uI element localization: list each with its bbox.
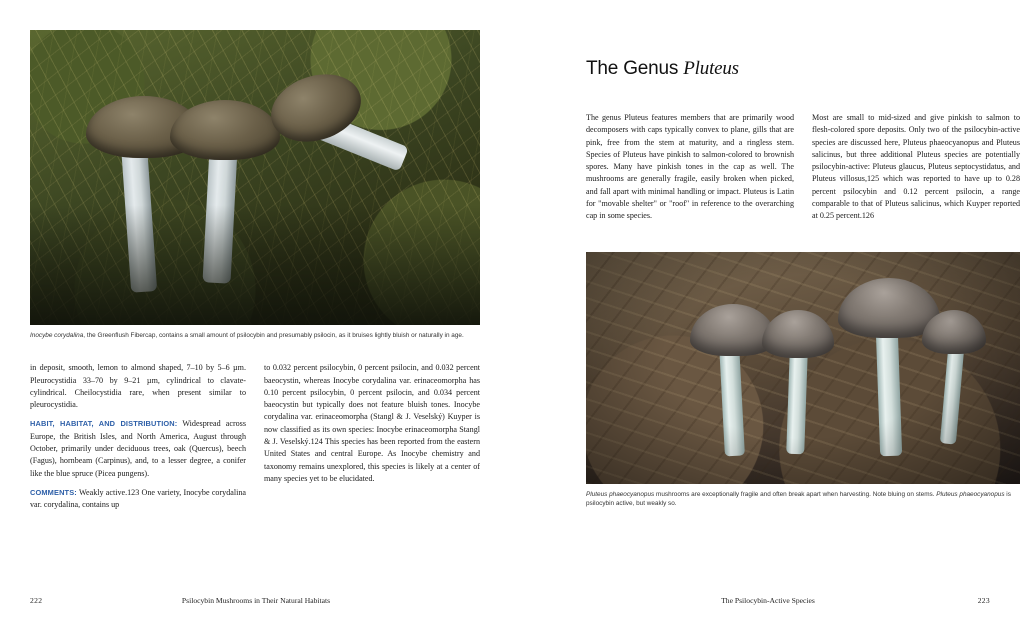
pluteus-phaeocyanopus-photo (586, 252, 1020, 484)
left-folio: 222 (30, 596, 43, 605)
right-page (512, 0, 1024, 625)
photo-shadow-gradient (30, 205, 480, 325)
right-body-columns (586, 112, 1020, 230)
paragraph-habitat (30, 418, 246, 479)
caption-species-name-1: Pluteus phaeocyanopus (586, 490, 655, 498)
habitat-run-in-label: HABIT, HABITAT, AND DISTRIBUTION: (30, 419, 178, 429)
right-folio: 223 (977, 596, 990, 605)
left-figure-caption (30, 331, 480, 340)
caption-text-mid: mushrooms are exceptionally fragile and often break apart when harvesting. Note bluing on stems. (654, 490, 937, 498)
right-column-1 (586, 112, 794, 230)
photo-vignette (586, 252, 1020, 484)
paragraph-species-overview: Most are small to mid-sized and give pinkish to salmon to flesh-colored spore deposits. Only two of the psilocybin-active species are discussed here, Pluteus phaeocyanopus and Pluteus salicinus, but three additional Pluteus species are potentially psilocybin-active: Pluteus glaucus, Pluteus septocystidatus, and Pluteus villosus,125 which was reported to have up to 0.28 percent psilocybin and 0.12 percent psilocin, a range comparable to that of Pluteus salicinus, which Kuyper reported at 0.25 percent.126 (812, 113, 1020, 221)
paragraph-chemistry: to 0.032 percent psilocybin, 0 percent psilocin, and 0.032 percent baeocystin, whereas Inocybe corydalina var. erinaceomorpha has 0.10 percent psilocybin, 0 percent psilocin, and 0.034 percent baeocystin but typically does not feature bluish tones. Inocybe corydalina var. erinaceomorpha (Stangl & J. Veselský) Kuyper is now classified as its own species: Inocybe erinaceomorpha Stangl & J. Veselský.124 This species has been reported from the eastern United States and central Europe. As Inocybe chemistry and taxonomy remains unexplored, this species is likely at a center of many species yet to be elucidated. (264, 363, 480, 483)
paragraph-genus-description: The genus Pluteus features members that are primarily wood decomposers with caps typically convex to plane, gills that are pink, free from the stem at maturity, and a ringless stem. Species of Pluteus have pinkish to salmon-colored to brownish spores. Many have pinkish tones in the cap as well. The mushrooms are generally fragile, easily broken when picked, and fall apart with minimal handling or impact. Pluteus is Latin for "movable shelter" or "roof" in reference to the overarching cap in some species. (586, 113, 794, 221)
caption-species-name: Inocybe corydalina (30, 332, 84, 339)
left-running-head: Psilocybin Mushrooms in Their Natural Habitats (181, 596, 331, 605)
caption-text: , the Greenflush Fibercap, contains a small amount of psilocybin and presumably psilocin, as it bruises lightly bluish or naturally in age. (83, 332, 464, 339)
left-body-columns (30, 362, 480, 518)
left-column-2 (264, 362, 480, 518)
paragraph-comments (30, 487, 246, 512)
right-figure-caption (586, 490, 1020, 509)
comments-text: Weakly active.123 One variety, Inocybe corydalina var. corydalina, contains up (30, 487, 246, 510)
page-title (586, 58, 990, 80)
habitat-text: Widespread across Europe, the British Isles, and North America, August through October, primarily under deciduous trees, oak (Quercus), beech (Fagus), hornbeam (Carpinus), and, to a lesser degree, a conifer like the blue spruce (Picea pungens). (30, 419, 246, 478)
paragraph-spores: in deposit, smooth, lemon to almond shaped, 7–10 by 5–6 µm. Pleurocystidia 33–70 by 9–21 µm, cylindrical to clavate-cylindrical. Cheilocystidia rare, when present similar to pleurocystidia. (30, 363, 246, 410)
inocybe-corydalina-photo (30, 30, 480, 325)
caption-species-name-2: Pluteus phaeocyanopus (936, 490, 1005, 498)
title-prefix: The Genus (586, 58, 684, 79)
caption-text-end: is psilocybin active, but weakly so. (586, 490, 1011, 507)
right-column-2 (812, 112, 1020, 230)
comments-run-in-label: COMMENTS: (30, 487, 77, 497)
title-genus: Pluteus (683, 58, 739, 79)
left-column-1 (30, 362, 246, 518)
right-running-head: The Psilocybin-Active Species (721, 596, 815, 605)
